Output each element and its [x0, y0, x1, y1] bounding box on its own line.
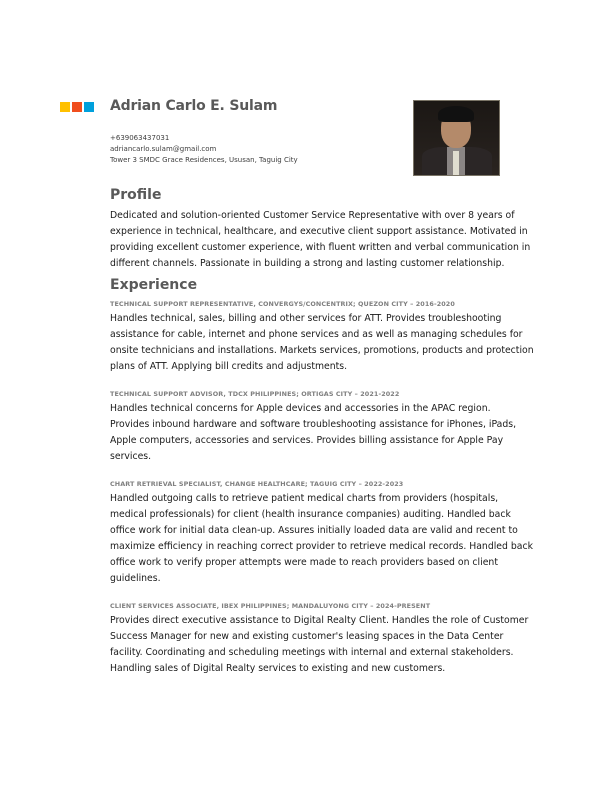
job-description — [110, 401, 516, 465]
job-description-line: Apple computers, accessories and services. Provides billing assistance for Apple Pay — [110, 435, 504, 446]
job-description-line: office work to verify proper attempts were made to reach providers based on client — [110, 557, 498, 568]
address: Tower 3 SMDC Grace Residences, Ususan, Taguig City — [110, 156, 298, 164]
contact-info — [110, 133, 298, 166]
job-description-line: Handles technical concerns for Apple devices and accessories in the APAC region. — [110, 403, 491, 414]
email: adriancarlo.sulam@gmail.com — [110, 145, 217, 153]
job-description-line: guidelines. — [110, 573, 161, 584]
logo-square-blue — [84, 102, 94, 112]
logo-square-yellow — [60, 102, 70, 112]
experience-heading: Experience — [110, 277, 198, 293]
profile-line: different channels. Passionate in building a strong and lasting customer relationship. — [110, 258, 505, 269]
job-description-line: assistance for cable, internet and phone services and as well as managing schedules for — [110, 329, 523, 340]
job-description-line: Provides direct executive assistance to Digital Realty Client. Handles the role of Customer — [110, 615, 529, 626]
job-title: TECHNICAL SUPPORT REPRESENTATIVE, CONVERGYS/CONCENTRIX; QUEZON CITY – 2016-2020 — [110, 300, 455, 308]
logo-square-orange — [72, 102, 82, 112]
profile-line: experience in technical, healthcare, and executive client support assistance. Motivated in — [110, 226, 528, 237]
profile-line: Dedicated and solution-oriented Customer Service Representative with over 8 years of — [110, 210, 515, 221]
job-description-line: services. — [110, 451, 152, 462]
phone: +639063437031 — [110, 134, 170, 142]
job-description-line: maximize efficiency in reaching correct provider to retrieve medical records. Handled back — [110, 541, 533, 552]
job-description — [110, 491, 533, 587]
profile-text — [110, 208, 530, 272]
job-description-line: Success Manager for new and existing customer's leasing spaces in the Data Center — [110, 631, 504, 642]
job-description-line: Handled outgoing calls to retrieve patient medical charts from providers (hospitals, — [110, 493, 499, 504]
job-description-line: onsite technicians and installations. Markets services, promotions, products and protection — [110, 345, 534, 356]
job-description-line: Handles technical, sales, billing and other services for ATT. Provides troubleshooting — [110, 313, 502, 324]
job-description-line: Handling sales of Digital Realty services to existing and new customers. — [110, 663, 446, 674]
profile-photo — [413, 100, 500, 176]
job-title: TECHNICAL SUPPORT ADVISOR, TDCX PHILIPPINES; ORTIGAS CITY – 2021-2022 — [110, 390, 400, 398]
job-description — [110, 613, 528, 677]
job-description-line: plans of ATT. Applying bill credits and adjustments. — [110, 361, 348, 372]
job-description-line: Provides inbound hardware and software troubleshooting assistance for iPhones, iPads, — [110, 419, 517, 430]
job-description-line: facility. Coordinating and scheduling meetings with internal and external stakeholders. — [110, 647, 514, 658]
job-title: CHART RETRIEVAL SPECIALIST, CHANGE HEALTHCARE; TAGUIG CITY – 2022-2023 — [110, 480, 404, 488]
profile-heading: Profile — [110, 187, 162, 203]
job-description-line: medical professionals) for client (health insurance companies) auditing. Handled back — [110, 509, 511, 520]
job-title: CLIENT SERVICES ASSOCIATE, IBEX PHILIPPINES; MANDALUYONG CITY – 2024-PRESENT — [110, 602, 431, 610]
profile-line: providing excellent customer experience, with fluent written and verbal communication in — [110, 242, 531, 253]
candidate-name: Adrian Carlo E. Sulam — [110, 98, 278, 114]
job-description-line: office work for initial data clean-up. Assures initially loaded data are valid and recent to — [110, 525, 518, 536]
job-description — [110, 311, 534, 375]
